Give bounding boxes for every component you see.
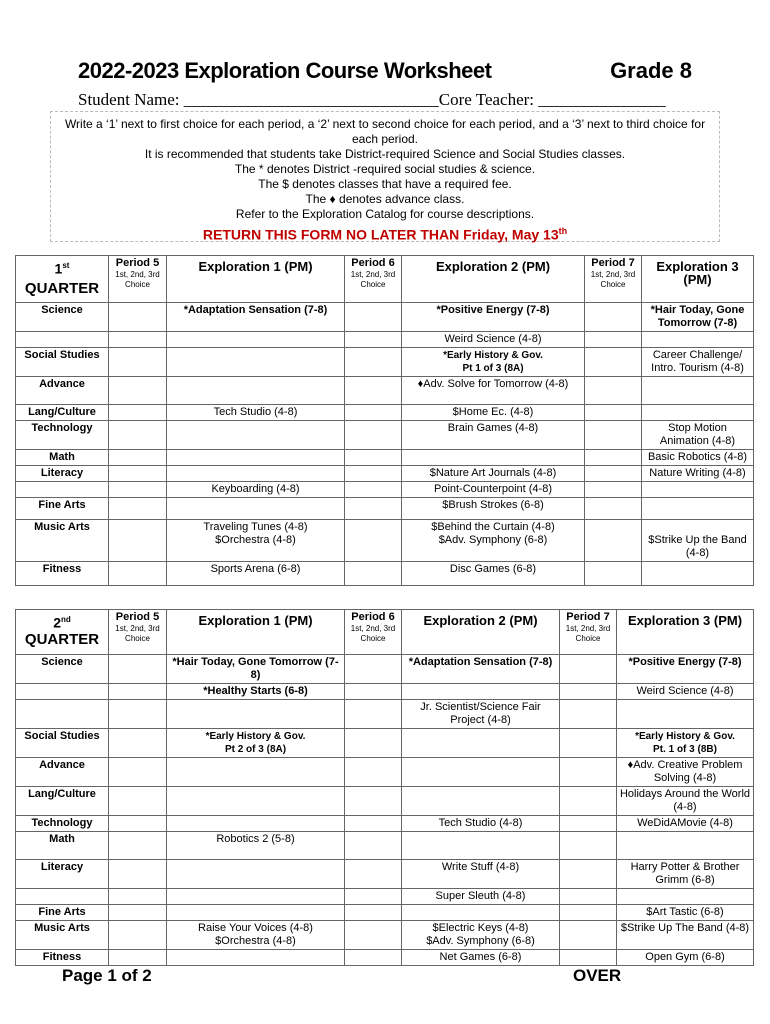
choice-cell[interactable] bbox=[560, 729, 617, 758]
course-cell: Jr. Scientist/Science Fair Project (4-8) bbox=[402, 700, 560, 729]
course-cell: *Early History & Gov. Pt 1 of 3 (8A) bbox=[402, 348, 585, 377]
choice-cell[interactable] bbox=[109, 905, 167, 921]
course-cell: Point-Counterpoint (4-8) bbox=[402, 482, 585, 498]
choice-cell[interactable] bbox=[585, 466, 642, 482]
choice-cell[interactable] bbox=[560, 816, 617, 832]
subject-science: Science bbox=[16, 655, 109, 684]
choice-cell[interactable] bbox=[345, 377, 402, 405]
choice-cell[interactable] bbox=[345, 950, 402, 966]
choice-cell[interactable] bbox=[560, 787, 617, 816]
subject-social-studies: Social Studies bbox=[16, 729, 109, 758]
course-cell: *Positive Energy (7-8) bbox=[402, 303, 585, 332]
choice-cell[interactable] bbox=[109, 303, 167, 332]
choice-cell[interactable] bbox=[109, 921, 167, 950]
course-cell: Write Stuff (4-8) bbox=[402, 860, 560, 889]
choice-cell[interactable] bbox=[345, 421, 402, 450]
subject-advance: Advance bbox=[16, 758, 109, 787]
subject-lang-culture: Lang/Culture bbox=[16, 787, 109, 816]
course-cell: Brain Games (4-8) bbox=[402, 421, 585, 450]
choice-cell[interactable] bbox=[345, 655, 402, 684]
course-cell: $Home Ec. (4-8) bbox=[402, 405, 585, 421]
choice-cell[interactable] bbox=[109, 655, 167, 684]
instruction-line: Write a ‘1’ next to first choice for each period, a ‘2’ next to second choice for each period, and a ‘3’ next to third choice for each period. bbox=[64, 117, 706, 146]
choice-cell[interactable] bbox=[109, 758, 167, 787]
course-cell: Harry Potter & Brother Grimm (6-8) bbox=[617, 860, 754, 889]
course-cell: Traveling Tunes (4-8) $Orchestra (4-8) bbox=[167, 520, 345, 562]
period-7-header: Period 7 1st, 2nd, 3rd Choice bbox=[560, 610, 617, 655]
course-cell: Raise Your Voices (4-8) $Orchestra (4-8) bbox=[167, 921, 345, 950]
choice-cell[interactable] bbox=[109, 466, 167, 482]
subject-science: Science bbox=[16, 303, 109, 332]
choice-cell[interactable] bbox=[560, 700, 617, 729]
period-5-header: Period 5 1st, 2nd, 3rd Choice bbox=[109, 256, 167, 303]
subject-fine-arts: Fine Arts bbox=[16, 905, 109, 921]
quarter-2-table bbox=[15, 609, 754, 966]
exploration-1-header: Exploration 1 (PM) bbox=[167, 256, 345, 303]
choice-cell[interactable] bbox=[560, 889, 617, 905]
course-cell: Robotics 2 (5-8) bbox=[167, 832, 345, 860]
choice-cell[interactable] bbox=[585, 450, 642, 466]
page-number: Page 1 of 2 bbox=[62, 966, 152, 985]
choice-cell[interactable] bbox=[345, 758, 402, 787]
choice-cell[interactable] bbox=[345, 482, 402, 498]
course-cell: Net Games (6-8) bbox=[402, 950, 560, 966]
return-deadline: RETURN THIS FORM NO LATER THAN Friday, May 13th bbox=[202, 226, 568, 243]
instruction-line: It is recommended that students take District-required Science and Social Studies classes. bbox=[144, 147, 626, 161]
choice-cell[interactable] bbox=[345, 520, 402, 562]
choice-cell[interactable] bbox=[345, 405, 402, 421]
period-6-header: Period 6 1st, 2nd, 3rd Choice bbox=[345, 610, 402, 655]
choice-cell[interactable] bbox=[345, 303, 402, 332]
subject-technology: Technology bbox=[16, 816, 109, 832]
choice-cell[interactable] bbox=[560, 684, 617, 700]
choice-cell[interactable] bbox=[109, 860, 167, 889]
instruction-line: The $ denotes classes that have a required fee. bbox=[258, 177, 512, 191]
choice-cell[interactable] bbox=[345, 860, 402, 889]
choice-cell[interactable] bbox=[109, 450, 167, 466]
course-cell: Weird Science (4-8) bbox=[402, 332, 585, 348]
choice-cell[interactable] bbox=[345, 466, 402, 482]
page-title: 2022-2023 Exploration Course Worksheet bbox=[78, 58, 492, 83]
choice-cell[interactable] bbox=[560, 860, 617, 889]
choice-cell[interactable] bbox=[345, 832, 402, 860]
choice-cell[interactable] bbox=[560, 921, 617, 950]
instruction-line: The * denotes District -required social studies & science. bbox=[234, 162, 536, 176]
course-cell: $Brush Strokes (6-8) bbox=[402, 498, 585, 520]
course-cell: Tech Studio (4-8) bbox=[402, 816, 560, 832]
course-cell: *Hair Today, Gone Tomorrow (7-8) bbox=[642, 303, 754, 332]
over-label: OVER bbox=[573, 966, 622, 985]
course-cell: $Electric Keys (4-8) $Adv. Symphony (6-8) bbox=[402, 921, 560, 950]
choice-cell[interactable] bbox=[345, 787, 402, 816]
subject-math: Math bbox=[16, 450, 109, 466]
subject-literacy: Literacy bbox=[16, 466, 109, 482]
choice-cell[interactable] bbox=[585, 377, 642, 405]
exploration-3-header: Exploration 3 (PM) bbox=[642, 256, 754, 303]
choice-cell[interactable] bbox=[109, 832, 167, 860]
choice-cell[interactable] bbox=[345, 332, 402, 348]
student-name-line: Student Name: ______________________________Core Teacher: _______________ bbox=[78, 90, 666, 109]
period-7-header: Period 7 1st, 2nd, 3rd Choice bbox=[585, 256, 642, 303]
choice-cell[interactable] bbox=[109, 520, 167, 562]
exploration-2-header: Exploration 2 (PM) bbox=[402, 256, 585, 303]
choice-cell[interactable] bbox=[585, 421, 642, 450]
subject-fine-arts: Fine Arts bbox=[16, 498, 109, 520]
grade-label: Grade 8 bbox=[610, 58, 692, 83]
course-cell: Stop Motion Animation (4-8) bbox=[642, 421, 754, 450]
quarter-header: 1st QUARTER bbox=[16, 256, 109, 303]
choice-cell[interactable] bbox=[345, 905, 402, 921]
choice-cell[interactable] bbox=[560, 758, 617, 787]
choice-cell[interactable] bbox=[345, 700, 402, 729]
course-cell: Open Gym (6-8) bbox=[617, 950, 754, 966]
instruction-line: The ♦ denotes advance class. bbox=[305, 192, 465, 206]
course-cell: $Behind the Curtain (4-8) $Adv. Symphony (6-8) bbox=[402, 520, 585, 562]
course-cell: *Positive Energy (7-8) bbox=[617, 655, 754, 684]
course-cell: Sports Arena (6-8) bbox=[167, 562, 345, 586]
choice-cell[interactable] bbox=[345, 498, 402, 520]
choice-cell[interactable] bbox=[585, 332, 642, 348]
choice-cell[interactable] bbox=[585, 303, 642, 332]
choice-cell[interactable] bbox=[345, 348, 402, 377]
choice-cell[interactable] bbox=[345, 562, 402, 586]
course-cell: $Art Tastic (6-8) bbox=[617, 905, 754, 921]
quarter-header: 2nd QUARTER bbox=[16, 610, 109, 655]
choice-cell[interactable] bbox=[345, 889, 402, 905]
choice-cell[interactable] bbox=[585, 482, 642, 498]
choice-cell[interactable] bbox=[109, 377, 167, 405]
subject-lang-culture: Lang/Culture bbox=[16, 405, 109, 421]
choice-cell[interactable] bbox=[109, 405, 167, 421]
course-cell: *Adaptation Sensation (7-8) bbox=[402, 655, 560, 684]
period-5-header: Period 5 1st, 2nd, 3rd Choice bbox=[109, 610, 167, 655]
choice-cell[interactable] bbox=[345, 684, 402, 700]
choice-cell[interactable] bbox=[109, 816, 167, 832]
instruction-line: Refer to the Exploration Catalog for course descriptions. bbox=[235, 207, 535, 221]
choice-cell[interactable] bbox=[109, 787, 167, 816]
quarter-1-table bbox=[15, 255, 754, 586]
choice-cell[interactable] bbox=[345, 816, 402, 832]
subject-technology: Technology bbox=[16, 421, 109, 450]
exploration-2-header: Exploration 2 (PM) bbox=[402, 610, 560, 655]
choice-cell[interactable] bbox=[109, 421, 167, 450]
exploration-1-header: Exploration 1 (PM) bbox=[167, 610, 345, 655]
choice-cell[interactable] bbox=[560, 905, 617, 921]
course-cell: Nature Writing (4-8) bbox=[642, 466, 754, 482]
course-cell: *Adaptation Sensation (7-8) bbox=[167, 303, 345, 332]
choice-cell[interactable] bbox=[560, 950, 617, 966]
subject-music-arts: Music Arts bbox=[16, 520, 109, 562]
course-cell: Super Sleuth (4-8) bbox=[402, 889, 560, 905]
course-cell: *Early History & Gov. Pt. 1 of 3 (8B) bbox=[617, 729, 754, 758]
choice-cell[interactable] bbox=[345, 921, 402, 950]
choice-cell[interactable] bbox=[109, 498, 167, 520]
choice-cell[interactable] bbox=[109, 950, 167, 966]
subject-music-arts: Music Arts bbox=[16, 921, 109, 950]
course-cell: $Strike Up The Band (4-8) bbox=[617, 921, 754, 950]
course-cell: WeDidAMovie (4-8) bbox=[617, 816, 754, 832]
course-cell: Disc Games (6-8) bbox=[402, 562, 585, 586]
course-cell: Holidays Around the World (4-8) bbox=[617, 787, 754, 816]
choice-cell[interactable] bbox=[560, 655, 617, 684]
course-cell: ♦Adv. Solve for Tomorrow (4-8) bbox=[402, 377, 585, 405]
choice-cell[interactable] bbox=[585, 498, 642, 520]
choice-cell[interactable] bbox=[109, 729, 167, 758]
choice-cell[interactable] bbox=[345, 450, 402, 466]
subject-math: Math bbox=[16, 832, 109, 860]
choice-cell[interactable] bbox=[585, 520, 642, 562]
choice-cell[interactable] bbox=[560, 832, 617, 860]
instructions-box bbox=[50, 111, 720, 242]
course-cell: Weird Science (4-8) bbox=[617, 684, 754, 700]
course-cell: $Nature Art Journals (4-8) bbox=[402, 466, 585, 482]
choice-cell[interactable] bbox=[585, 405, 642, 421]
course-cell: Basic Robotics (4-8) bbox=[642, 450, 754, 466]
subject-fitness: Fitness bbox=[16, 950, 109, 966]
course-cell: *Hair Today, Gone Tomorrow (7-8) bbox=[167, 655, 345, 684]
choice-cell[interactable] bbox=[585, 348, 642, 377]
exploration-3-header: Exploration 3 (PM) bbox=[617, 610, 754, 655]
course-cell: Keyboarding (4-8) bbox=[167, 482, 345, 498]
course-cell: ♦Adv. Creative Problem Solving (4-8) bbox=[617, 758, 754, 787]
choice-cell[interactable] bbox=[585, 562, 642, 586]
course-cell: Tech Studio (4-8) bbox=[167, 405, 345, 421]
choice-cell[interactable] bbox=[109, 889, 167, 905]
course-cell: *Healthy Starts (6-8) bbox=[167, 684, 345, 700]
choice-cell[interactable] bbox=[109, 684, 167, 700]
choice-cell[interactable] bbox=[109, 700, 167, 729]
subject-literacy: Literacy bbox=[16, 860, 109, 889]
course-cell: $Strike Up the Band (4-8) bbox=[642, 520, 754, 562]
subject-social-studies: Social Studies bbox=[16, 348, 109, 377]
period-6-header: Period 6 1st, 2nd, 3rd Choice bbox=[345, 256, 402, 303]
choice-cell[interactable] bbox=[109, 482, 167, 498]
subject-advance: Advance bbox=[16, 377, 109, 405]
course-cell: Career Challenge/ Intro. Tourism (4-8) bbox=[642, 348, 754, 377]
course-cell: *Early History & Gov. Pt 2 of 3 (8A) bbox=[167, 729, 345, 758]
choice-cell[interactable] bbox=[345, 729, 402, 758]
choice-cell[interactable] bbox=[109, 332, 167, 348]
subject-fitness: Fitness bbox=[16, 562, 109, 586]
choice-cell[interactable] bbox=[109, 348, 167, 377]
choice-cell[interactable] bbox=[109, 562, 167, 586]
